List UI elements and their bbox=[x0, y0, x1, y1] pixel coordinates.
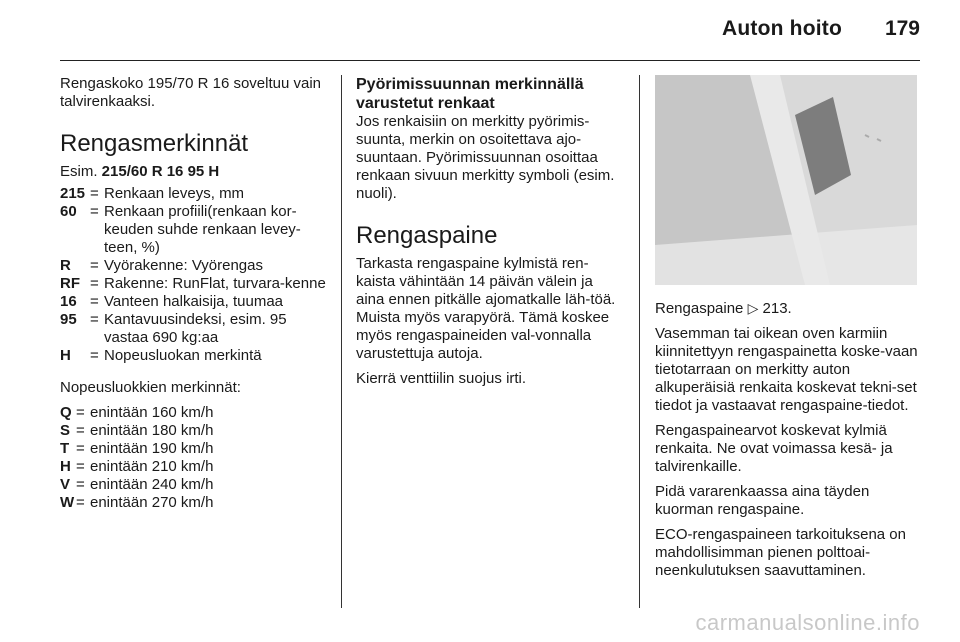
definition-value: Renkaan profiili(renkaan kor-keuden suhde renkaan levey-teen, %) bbox=[104, 203, 301, 256]
pressure-paragraph: Tarkasta rengaspaine kylmistä ren-kaista vähintään 14 päivän välein ja aina ennen pitkälle ajomatkalle läh-töä. Muista myös varapyörä. Tämä koskee myös rengaspaineiden val-vonnalla varustettuja autoja. bbox=[356, 255, 616, 362]
page-number: 179 bbox=[884, 17, 920, 40]
speed-class-list bbox=[60, 404, 328, 512]
rotation-paragraph: Jos renkaisiin on merkitty pyörimis-suunta, merkin on osoitettava ajo-suuntaan. Pyörimissuunnan osoittaa renkaan sivuun merkitty symboli (esim. nuoli). bbox=[356, 113, 615, 202]
definition-key: 95 bbox=[60, 311, 77, 328]
equals-sign: = bbox=[76, 494, 85, 511]
definition-key: R bbox=[60, 257, 71, 274]
definition-value: enintään 160 km/h bbox=[90, 404, 214, 421]
column-divider-1 bbox=[341, 75, 342, 608]
example-line bbox=[60, 163, 328, 181]
definition-key: H bbox=[60, 458, 71, 475]
definition-value: Kantavuusindeksi, esim. 95 vastaa 690 kg:aa bbox=[104, 311, 287, 346]
heading-tyre-pressure: Rengaspaine bbox=[356, 222, 498, 249]
equals-sign: = bbox=[76, 440, 85, 457]
definition-row bbox=[60, 458, 328, 476]
eco-pressure-paragraph: ECO-rengaspaineen tarkoituksena on mahdollisimman pienen polttoai-neenkulutuksen saavuttaminen. bbox=[655, 526, 906, 579]
equals-sign: = bbox=[90, 275, 99, 292]
equals-sign: = bbox=[90, 203, 99, 220]
definition-row bbox=[60, 185, 328, 203]
spare-tyre-paragraph: Pidä vararenkaassa aina täyden kuorman rengaspaine. bbox=[655, 483, 870, 518]
figure-caption bbox=[655, 299, 925, 318]
header-divider bbox=[60, 60, 920, 61]
definition-key: H bbox=[60, 347, 71, 364]
triangle-right-icon: ▷ bbox=[747, 300, 759, 316]
definition-row bbox=[60, 257, 328, 275]
caption-page-ref[interactable]: 213. bbox=[762, 300, 792, 317]
column-left bbox=[60, 75, 328, 526]
section-title: Auton hoito bbox=[722, 17, 842, 40]
definition-value: enintään 190 km/h bbox=[90, 440, 214, 457]
column-middle bbox=[356, 75, 624, 395]
door-frame-illustration bbox=[655, 75, 917, 285]
definition-row bbox=[60, 494, 328, 512]
definition-row bbox=[60, 275, 328, 293]
intro-paragraph: Rengaskoko 195/70 R 16 soveltuu vain talvirenkaaksi. bbox=[60, 75, 322, 110]
subheading-rotation: Pyörimissuunnan merkinnällä varustetut renkaat bbox=[356, 76, 584, 112]
definition-value: enintään 180 km/h bbox=[90, 422, 214, 439]
example-label: Esim. bbox=[60, 163, 98, 180]
equals-sign: = bbox=[90, 257, 99, 274]
equals-sign: = bbox=[90, 347, 99, 364]
definition-value: Nopeusluokan merkintä bbox=[104, 347, 262, 364]
label-location-paragraph: Vasemman tai oikean oven karmiin kiinnitettyyn rengaspainetta koske-vaan tietotarraan on merkitty auton alkuperäisiä renkaita koskevat tekni-set tiedot ja vastaavat rengaspaine-tiedot. bbox=[655, 325, 918, 414]
definition-key: T bbox=[60, 440, 70, 457]
definition-key: Q bbox=[60, 404, 72, 421]
example-value: 215/60 R 16 95 H bbox=[101, 163, 220, 180]
equals-sign: = bbox=[76, 422, 85, 439]
valve-paragraph: Kierrä venttiilin suojus irti. bbox=[356, 370, 527, 387]
heading-tyre-markings: Rengasmerkinnät bbox=[60, 130, 249, 157]
definition-key: S bbox=[60, 422, 71, 439]
caption-text: Rengaspaine bbox=[655, 300, 744, 317]
equals-sign: = bbox=[90, 185, 99, 202]
equals-sign: = bbox=[90, 293, 99, 310]
definition-row bbox=[60, 422, 328, 440]
definition-key: 215 bbox=[60, 185, 86, 202]
definition-value: enintään 210 km/h bbox=[90, 458, 214, 475]
definition-key: V bbox=[60, 476, 71, 493]
equals-sign: = bbox=[76, 404, 85, 421]
definition-value: enintään 270 km/h bbox=[90, 494, 214, 511]
cold-tyre-paragraph: Rengaspainearvot koskevat kylmiä renkaita. Ne ovat voimassa kesä- ja talvirenkaille. bbox=[655, 422, 893, 475]
definition-value: Vyörakenne: Vyörengas bbox=[104, 257, 263, 274]
column-divider-2 bbox=[639, 75, 640, 608]
equals-sign: = bbox=[76, 458, 85, 475]
definition-key: RF bbox=[60, 275, 80, 292]
equals-sign: = bbox=[90, 311, 99, 328]
definition-row bbox=[60, 440, 328, 458]
speed-heading: Nopeusluokkien merkinnät: bbox=[60, 379, 241, 396]
door-frame-photo bbox=[655, 75, 917, 285]
equals-sign: = bbox=[76, 476, 85, 493]
definition-value: enintään 240 km/h bbox=[90, 476, 214, 493]
definition-row bbox=[60, 404, 328, 422]
definition-row bbox=[60, 203, 328, 257]
page-header bbox=[0, 0, 960, 62]
definition-key: 16 bbox=[60, 293, 77, 310]
definition-row bbox=[60, 347, 328, 365]
definition-row bbox=[60, 476, 328, 494]
tyre-code-list bbox=[60, 185, 328, 365]
definition-value: Rakenne: RunFlat, turvara-kenne bbox=[104, 275, 326, 292]
definition-value: Vanteen halkaisija, tuumaa bbox=[104, 293, 284, 310]
watermark: carmanualsonline.info bbox=[695, 610, 920, 635]
definition-key: 60 bbox=[60, 203, 77, 220]
definition-key: W bbox=[60, 494, 75, 511]
definition-row bbox=[60, 293, 328, 311]
definition-value: Renkaan leveys, mm bbox=[104, 185, 245, 202]
definition-row bbox=[60, 311, 328, 347]
column-right bbox=[655, 75, 925, 587]
